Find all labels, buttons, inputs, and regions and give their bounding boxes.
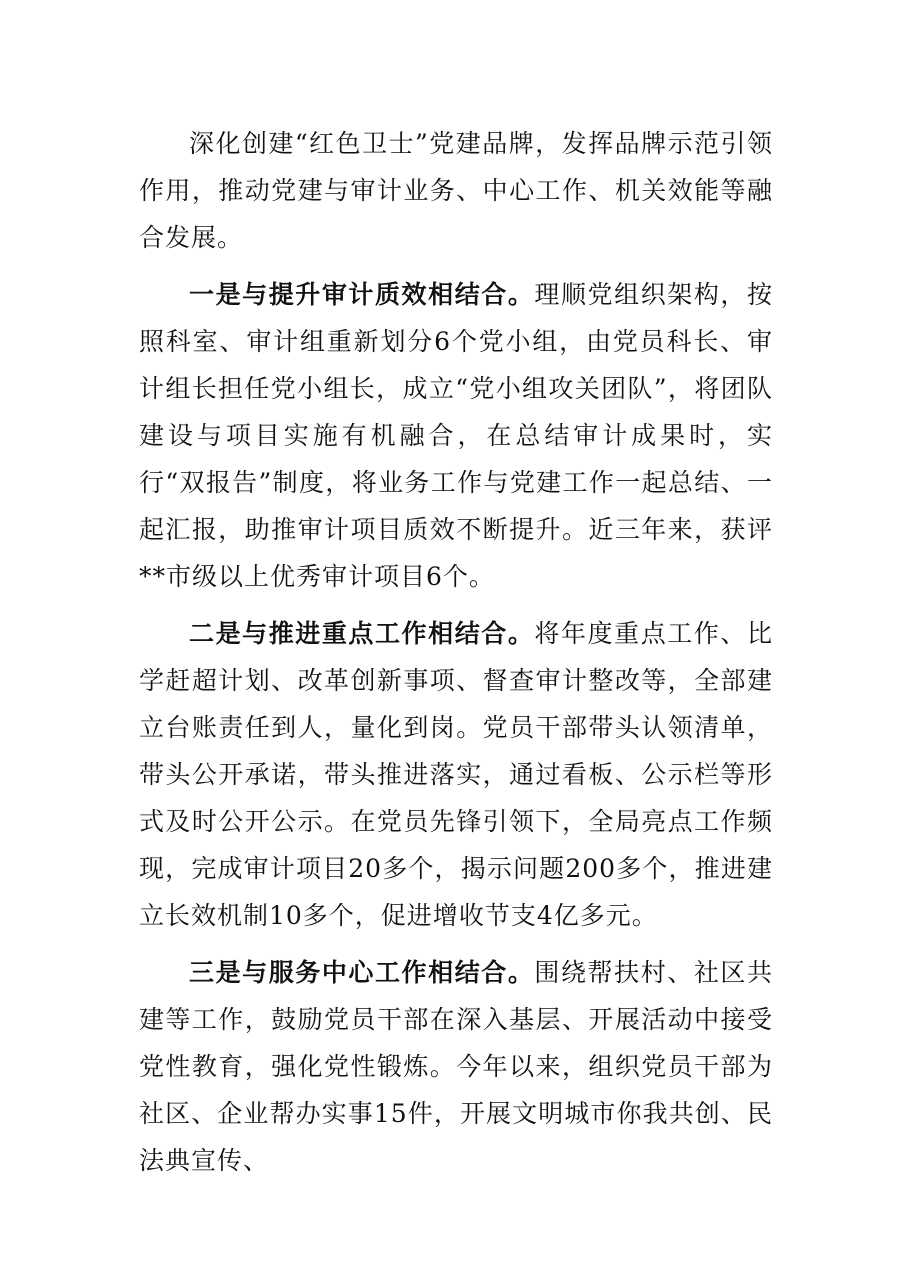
- document-body: [139, 120, 773, 1184]
- paragraph-lead: 一是与提升审计质效相结合。: [189, 280, 535, 309]
- paragraph-lead: 三是与服务中心工作相结合。: [189, 958, 535, 987]
- paragraph-key-work: [139, 610, 773, 939]
- paragraph-central-work: [139, 949, 773, 1184]
- paragraph-text: 围绕帮扶村、社区共建等工作，鼓励党员干部在深入基层、开展活动中接受党性教育，强化党性锻炼。今年以来，组织党员干部为社区、企业帮办实事15件，开展文明城市你我共创、民法典宣传、: [139, 958, 773, 1175]
- paragraph-lead: 二是与推进重点工作相结合。: [189, 619, 535, 648]
- paragraph-intro: [139, 120, 773, 261]
- paragraph-text: 深化创建“红色卫士”党建品牌，发挥品牌示范引领作用，推动党建与审计业务、中心工作、机关效能等融合发展。: [139, 129, 773, 252]
- paragraph-audit-quality: [139, 271, 773, 600]
- paragraph-text: 理顺党组织架构，按照科室、审计组重新划分6个党小组，由党员科长、审计组长担任党小组长，成立“党小组攻关团队”，将团队建设与项目实施有机融合，在总结审计成果时，实行“双报告”制度，将业务工作与党建工作一起总结、一起汇报，助推审计项目质效不断提升。近三年来，获评**市级以上优秀审计项目6个。: [139, 280, 773, 591]
- paragraph-text: 将年度重点工作、比学赶超计划、改革创新事项、督查审计整改等，全部建立台账责任到人，量化到岗。党员干部带头认领清单，带头公开承诺，带头推进落实，通过看板、公示栏等形式及时公开公示。在党员先锋引领下，全局亮点工作频现，完成审计项目20多个，揭示问题200多个，推进建立长效机制10多个，促进增收节支4亿多元。: [139, 619, 773, 930]
